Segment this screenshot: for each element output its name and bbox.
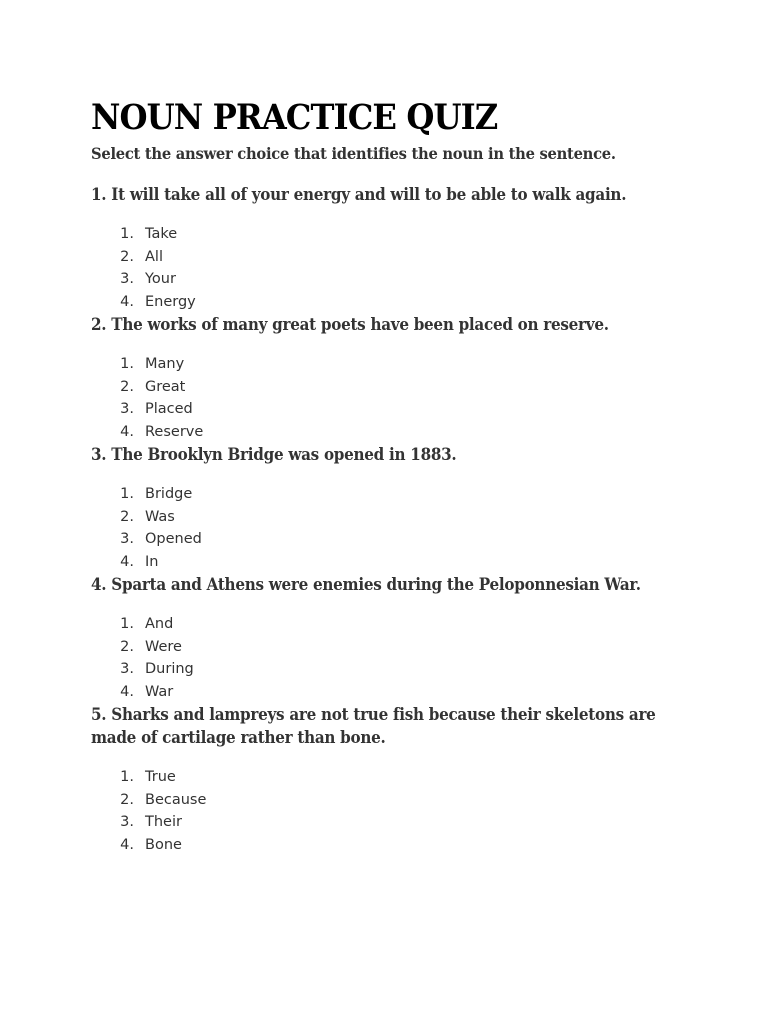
option-label: During (145, 661, 194, 677)
answer-option (91, 421, 731, 444)
option-number: 3. (120, 271, 134, 287)
question-text: 5. Sharks and lampreys are not true fish because their skeletons are made of cartilage rather than bone. (91, 705, 656, 747)
answer-options (91, 483, 731, 573)
answer-option (91, 789, 731, 812)
answer-options (91, 613, 731, 703)
option-label: Reserve (145, 423, 204, 440)
option-number: 2. (120, 791, 134, 808)
instructions-text: Select the answer choice that identifies the noun in the sentence. (91, 144, 616, 163)
question-3 (91, 443, 731, 573)
option-number: 4. (120, 293, 134, 310)
question-2 (91, 313, 731, 443)
question-text: 1. It will take all of your energy and will to be able to walk again. (91, 185, 627, 204)
answer-option (91, 528, 731, 551)
option-number: 4. (120, 423, 134, 440)
answer-option (91, 681, 731, 704)
answer-option (91, 246, 731, 269)
option-number: 3. (120, 531, 134, 547)
page-title: NOUN PRACTICE QUIZ (91, 97, 498, 138)
option-label: In (145, 553, 159, 570)
option-number: 3. (120, 401, 134, 417)
answer-option (91, 291, 731, 314)
option-label: Your (145, 271, 176, 287)
option-number: 2. (120, 638, 134, 655)
question-5 (91, 703, 731, 856)
document-page (91, 96, 731, 856)
question-4 (91, 573, 731, 703)
option-label: Their (145, 814, 182, 830)
option-number: 2. (120, 378, 134, 395)
answer-options (91, 353, 731, 443)
option-label: Take (145, 226, 178, 242)
option-number: 4. (120, 836, 134, 853)
question-1 (91, 183, 731, 313)
option-label: Great (145, 378, 186, 395)
option-label: All (145, 248, 163, 265)
option-label: Bone (145, 836, 182, 853)
option-label: And (145, 616, 174, 632)
answer-option (91, 766, 731, 789)
option-label: Were (145, 638, 182, 655)
answer-option (91, 551, 731, 574)
answer-option (91, 353, 731, 376)
question-text: 2. The works of many great poets have been placed on reserve. (91, 315, 609, 334)
answer-option (91, 834, 731, 857)
option-number: 1. (120, 616, 134, 632)
answer-option (91, 636, 731, 659)
question-text: 3. The Brooklyn Bridge was opened in 1883. (91, 445, 457, 464)
option-label: Many (145, 356, 185, 372)
answer-options (91, 223, 731, 313)
option-number: 1. (120, 486, 134, 502)
answer-option (91, 658, 731, 681)
option-number: 2. (120, 508, 134, 525)
option-number: 1. (120, 356, 134, 372)
option-number: 3. (120, 661, 134, 677)
option-label: Bridge (145, 486, 193, 502)
option-label: True (145, 769, 176, 785)
option-number: 1. (120, 769, 134, 785)
option-number: 3. (120, 814, 134, 830)
option-number: 4. (120, 553, 134, 570)
option-label: Placed (145, 401, 193, 417)
option-label: War (145, 683, 174, 700)
option-label: Was (145, 508, 175, 525)
option-label: Opened (145, 531, 202, 547)
option-label: Because (145, 791, 207, 808)
answer-option (91, 613, 731, 636)
answer-option (91, 398, 731, 421)
option-number: 4. (120, 683, 134, 700)
question-text: 4. Sparta and Athens were enemies during the Peloponnesian War. (91, 575, 641, 594)
answer-option (91, 268, 731, 291)
option-number: 1. (120, 226, 134, 242)
answer-option (91, 483, 731, 506)
answer-option (91, 223, 731, 246)
option-number: 2. (120, 248, 134, 265)
answer-option (91, 506, 731, 529)
option-label: Energy (145, 293, 196, 310)
answer-options (91, 766, 731, 856)
answer-option (91, 376, 731, 399)
answer-option (91, 811, 731, 834)
